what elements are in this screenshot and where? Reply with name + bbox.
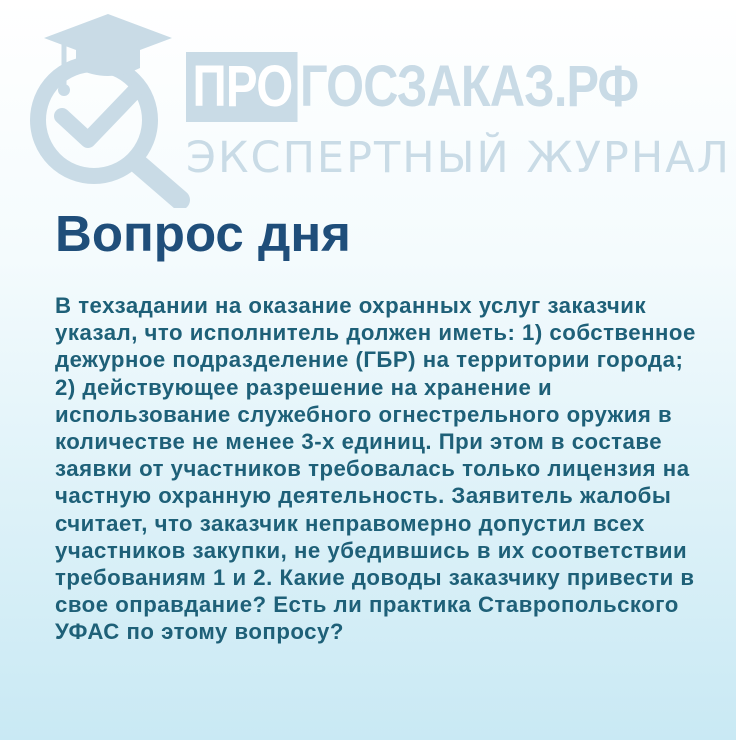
question-text: В техзадании на оказание охранных услуг заказчик указал, что исполнитель должен иметь: 1) собственное дежурное подразделение (ГБР) на территории города; 2) действующее разрешение на хранение и использование служебного огнестрельного оружия в количестве не менее 3-х единиц. При этом в составе заявки от участников требовалась только лицензия на частную охранную деятельность. Заявитель жалобы считает, что заказчик неправомерно допустил всех участников закупки, не убедившись в их соответствии требованиям 1 и 2. Какие доводы заказчику привести в свое оправдание? Есть ли практика Ставропольского УФАС по этому вопросу? <box>55 293 696 645</box>
logo <box>0 0 736 210</box>
page-title: Вопрос дня <box>55 205 351 262</box>
brand-domain-label: ГОСЗАКАЗ.РФ <box>299 54 639 119</box>
graduation-cap-magnifier-icon <box>22 8 202 208</box>
brand-name <box>186 52 702 122</box>
brand-pro-label: ПРО <box>186 52 297 122</box>
brand-subtitle: ЭКСПЕРТНЫЙ ЖУРНАЛ <box>186 133 731 183</box>
